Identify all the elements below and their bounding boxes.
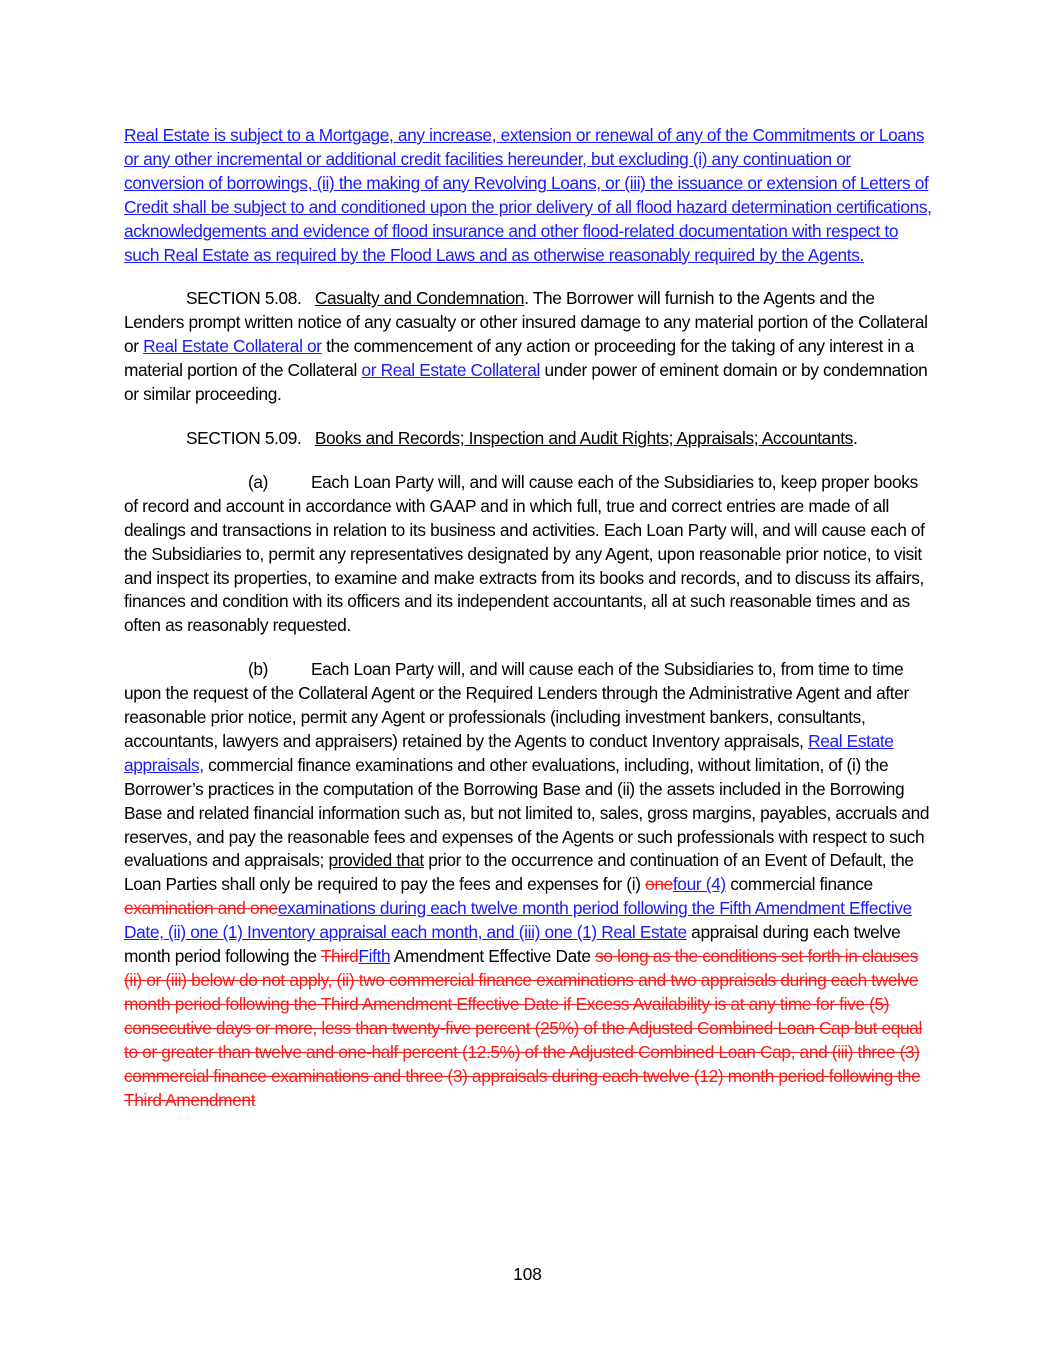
inserted-text: Real Estate is subject to a Mortgage, any increase, extension or renewal of any of the Commitments or Loans or any other incremental or additional credit facilities hereunder, but excluding (i) any continuation or conversion of borrowings, (ii) the making of any Revolving Loans, or (iii) the issuance or extension of Letters of Credit shall be subject to and conditioned upon the prior delivery of all flood hazard determination certifications, acknowledgements and evidence of flood insurance and other flood-related documentation with respect to such Real Estate as required by the Flood Laws and as otherwise reasonably required by the Agents. <box>124 125 932 265</box>
inserted-text: Real Estate appraisals, <box>124 730 894 775</box>
deleted-text: Third <box>320 946 359 967</box>
paragraph-label: (a) <box>248 471 269 492</box>
deleted-text: examination and one <box>124 898 278 919</box>
inserted-text: or Real Estate Collateral <box>361 360 541 381</box>
section-5-09: SECTION 5.09. Books and Records; Inspection and Audit Rights; Appraisals; Accountants. <box>186 427 858 448</box>
section-heading: Casualty and Condemnation <box>314 288 525 309</box>
deleted-text: so long as the conditions set forth in clauses (ii) or (iii) below do not apply, (ii) two commercial finance examinations and two appraisals during each twelve month period following the Third Amendment Effective Date if Excess Availability is at any time for five (5) consecutive days or more, less than twenty-five percent (25%) of the Adjusted Combined Loan Cap but equal to or greater than twelve and one-half percent (12.5%) of the Adjusted Combined Loan Cap, and (iii) three (3) commercial finance examinations and three (3) appraisals during each twelve (12) month period following the Third Amendment <box>124 946 923 1110</box>
section-5-08: SECTION 5.08. Casualty and Condemnation. The Borrower will furnish to the Agents and the Lenders prompt written notice of any casualty or other insured damage to any material portion of the Collateral or Real Estate Collateral or the commencement of any action or proceeding for the taking of any interest in a material portion of the Collateral or Real Estate Collateral under power of eminent domain or by condemnation or similar proceeding. <box>124 288 928 405</box>
provided-that: provided that <box>328 850 424 871</box>
inserted-text: Fifth <box>358 946 391 967</box>
page-number: 108 <box>513 1264 542 1284</box>
section-heading: Books and Records; Inspection and Audit Rights; Appraisals; Accountants <box>314 427 853 448</box>
inserted-text: Real Estate Collateral or <box>143 336 322 357</box>
inserted-text: four (4) <box>672 874 726 895</box>
paragraph-a <box>124 471 932 638</box>
continuation-paragraph <box>124 124 932 267</box>
paragraph-b: (b) Each Loan Party will, and will cause each of the Subsidiaries to, from time to time upon the request of the Collateral Agent or the Required Lenders through the Administrative Agent and after reasonable prior notice, permit any Agent or professionals (including investment bankers, consultants, accountants, lawyers and appraisers) retained by the Agents to conduct Inventory appraisals, Real Estate appraisals, commercial finance examinations and other evaluations, including, without limitation, of (i) the Borrower’s practices in the computation of the Borrowing Base and (ii) the assets included in the Borrowing Base and related financial information such as, but not limited to, sales, gross margins, payables, accruals and reserves, and pay the reasonable fees and expenses of the Agents or such professionals with respect to such evaluations and appraisals; provided that prior to the occurrence and continuation of an Event of Default, the Loan Parties shall only be required to pay the fees and expenses for (i) onefour (4) commercial finance examination and oneexaminations during each twelve month period following the Fifth Amendment Effective Date, (ii) one (1) Inventory appraisal each month, and (iii) one (1) Real Estate appraisal during each twelve month period following the ThirdFifth Amendment Effective Date so long as the conditions set forth in clauses (ii) or (iii) below do not apply, (ii) two commercial finance examinations and two appraisals during each twelve month period following the Third Amendment Effective Date if Excess Availability is at any time for five (5) consecutive days or more, less than twenty-five percent (25%) of the Adjusted Combined Loan Cap but equal to or greater than twelve and one-half percent (12.5%) of the Adjusted Combined Loan Cap, and (iii) three (3) commercial finance examinations and three (3) appraisals during each twelve (12) month period following the Third Amendment <box>124 659 930 1110</box>
section-number: SECTION 5.09. <box>186 427 302 448</box>
page-body <box>124 124 932 1132</box>
inserted-text: examinations during each twelve month period following the Fifth Amendment Effective Date, (ii) one (1) Inventory appraisal each month, and (iii) one (1) Real Estate <box>124 898 912 943</box>
paragraph-label: (b) <box>248 659 269 680</box>
section-number: SECTION 5.08. <box>186 288 302 309</box>
deleted-text: one <box>645 874 673 895</box>
paragraph-text: Each Loan Party will, and will cause each of the Subsidiaries to, keep proper books of record and account in accordance with GAAP and in which full, true and correct entries are made of all dealings and transactions in relation to its business and activities. Each Loan Party will, and will cause each of the Subsidiaries to, permit any representatives designated by any Agent, upon reasonable prior notice, to visit and inspect its properties, to examine and make extracts from its books and records, and to discuss its affairs, finances and condition with its officers and its independent accountants, all at such reasonable times and as often as reasonably requested. <box>124 471 925 636</box>
